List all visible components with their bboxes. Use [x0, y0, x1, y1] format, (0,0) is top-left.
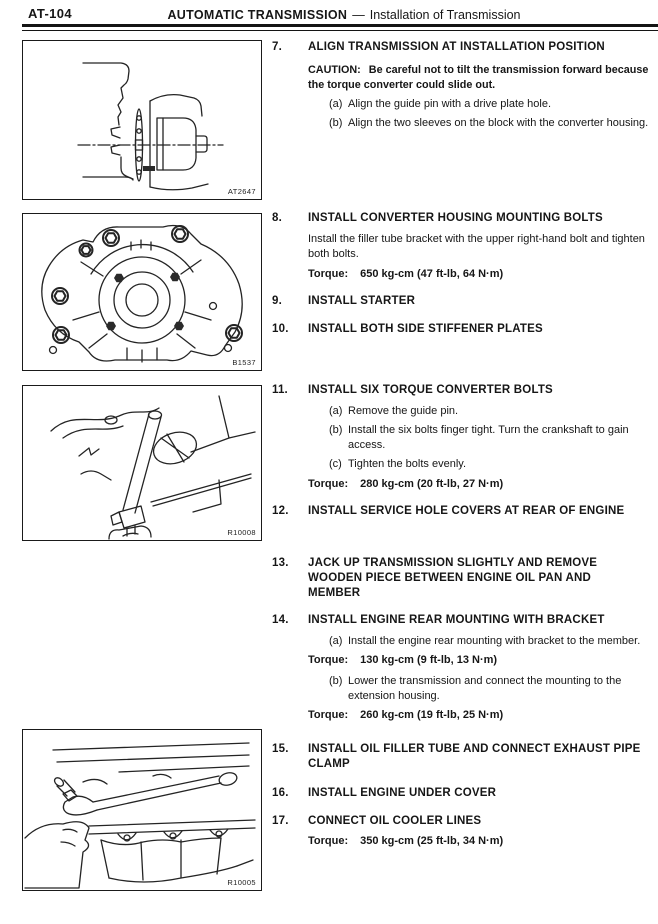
substep-label: (a) — [329, 635, 343, 647]
substep-label: (b) — [329, 424, 343, 436]
substep-label: (b) — [329, 117, 343, 129]
transmission-alignment-drawing — [23, 41, 261, 199]
substep-b — [329, 674, 658, 704]
figure-oil-cooler-line-wrench — [22, 729, 262, 891]
step-9-heading — [272, 294, 658, 309]
torque-value: 650 kg-cm (47 ft-lb, 64 N·m) — [360, 268, 504, 280]
caution-label: CAUTION: — [308, 64, 361, 76]
torque-label: Torque: — [308, 654, 349, 666]
substep-text: Tighten the bolts evenly. — [348, 458, 467, 470]
step-17-heading — [272, 814, 658, 829]
step-number: 7. — [272, 41, 282, 53]
substep-label: (a) — [329, 98, 343, 110]
step-7 — [272, 40, 658, 131]
step-15-heading — [272, 742, 658, 772]
step-12-heading — [272, 504, 658, 519]
substep-a — [329, 634, 658, 649]
figure-transmission-alignment — [22, 40, 262, 200]
subsection-title: Installation of Transmission — [369, 8, 521, 22]
step-title: INSTALL ENGINE UNDER COVER — [308, 787, 497, 799]
page-code: AT-104 — [28, 6, 73, 21]
step-number: 8. — [272, 212, 282, 224]
substep-b — [329, 116, 658, 131]
header-divider — [22, 24, 658, 31]
steps-11-12 — [272, 383, 658, 519]
torque-value: 350 kg-cm (25 ft-lb, 34 N·m) — [360, 835, 504, 847]
substep-label: (b) — [329, 675, 343, 687]
step-number: 9. — [272, 295, 282, 307]
caution-text: Be careful not to tilt the transmission forward because the torque converter could slide out. — [308, 64, 649, 91]
step-number: 16. — [272, 787, 289, 799]
torque-label: Torque: — [308, 478, 349, 490]
step-number: 17. — [272, 815, 289, 827]
step-number: 14. — [272, 614, 289, 626]
torque-spec — [308, 267, 658, 282]
step-title: INSTALL OIL FILLER TUBE AND CONNECT EXHAUST PIPE CLAMP — [308, 743, 641, 770]
steps-15-17 — [272, 742, 658, 849]
figure-code: B1537 — [232, 358, 256, 367]
figure-code: R10005 — [227, 878, 256, 887]
figure-converter-housing — [22, 213, 262, 371]
step-title: INSTALL SERVICE HOLE COVERS AT REAR OF ENGINE — [308, 505, 625, 517]
step-10-heading — [272, 322, 658, 337]
substep-text: Align the two sleeves on the block with the converter housing. — [348, 117, 649, 129]
step-title: INSTALL ENGINE REAR MOUNTING WITH BRACKET — [308, 614, 605, 626]
steps-13-14 — [272, 556, 658, 723]
torque-label: Torque: — [308, 835, 349, 847]
step-number: 11. — [272, 384, 288, 396]
oil-cooler-line-wrench-drawing — [23, 730, 261, 890]
substep-a — [329, 97, 658, 112]
converter-bolt-tool-drawing — [23, 386, 261, 540]
step-title: JACK UP TRANSMISSION SLIGHTLY AND REMOVE WOODEN PIECE BETWEEN ENGINE OIL PAN AND MEMBER — [308, 557, 598, 599]
torque-value: 130 kg-cm (9 ft-lb, 13 N·m) — [360, 654, 498, 666]
step-title: INSTALL SIX TORQUE CONVERTER BOLTS — [308, 384, 553, 396]
substep-text: Install the six bolts finger tight. Turn the crankshaft to gain access. — [348, 424, 629, 451]
step-number: 13. — [272, 557, 289, 569]
torque-label: Torque: — [308, 268, 349, 280]
torque-value: 280 kg-cm (20 ft-lb, 27 N·m) — [360, 478, 504, 490]
step-title: CONNECT OIL COOLER LINES — [308, 815, 482, 827]
substep-text: Remove the guide pin. — [348, 405, 459, 417]
step-16-heading — [272, 786, 658, 801]
torque-spec — [308, 477, 658, 492]
step-number: 10. — [272, 323, 289, 335]
step-title: INSTALL BOTH SIDE STIFFENER PLATES — [308, 323, 543, 335]
step-8-body: Install the filler tube bracket with the upper right-hand bolt and tighten both bolts. — [308, 233, 645, 260]
step-title: INSTALL CONVERTER HOUSING MOUNTING BOLTS — [308, 212, 603, 224]
torque-spec — [308, 708, 658, 723]
figure-converter-bolt-tool — [22, 385, 262, 541]
substep-label: (a) — [329, 405, 343, 417]
step-number: 12. — [272, 505, 289, 517]
torque-value: 260 kg-cm (19 ft-lb, 25 N·m) — [360, 709, 504, 721]
converter-housing-drawing — [23, 214, 261, 370]
substep-a — [329, 404, 658, 419]
step-8-heading — [272, 211, 658, 226]
substep-c — [329, 457, 658, 472]
substep-text: Align the guide pin with a drive plate hole. — [348, 98, 552, 110]
steps-8-10 — [272, 211, 658, 337]
step-13-heading — [272, 556, 658, 601]
step-7-heading — [272, 40, 658, 55]
section-title: AUTOMATIC TRANSMISSION — [167, 8, 348, 22]
substep-text: Lower the transmission and connect the mounting to the extension housing. — [348, 675, 622, 702]
step-title: INSTALL STARTER — [308, 295, 416, 307]
torque-spec — [308, 653, 658, 668]
substep-label: (c) — [329, 458, 342, 470]
substep-text: Install the engine rear mounting with bracket to the member. — [348, 635, 641, 647]
figure-code: AT2647 — [227, 187, 256, 196]
step-number: 15. — [272, 743, 289, 755]
caution-note — [308, 63, 658, 93]
torque-label: Torque: — [308, 709, 349, 721]
title-separator: — — [352, 8, 365, 22]
step-14-heading — [272, 613, 658, 628]
page-header-title — [70, 8, 618, 22]
torque-spec — [308, 834, 658, 849]
figure-code: R10008 — [227, 528, 256, 537]
step-title: ALIGN TRANSMISSION AT INSTALLATION POSITION — [308, 41, 605, 53]
substep-b — [329, 423, 658, 453]
step-11-heading — [272, 383, 658, 398]
